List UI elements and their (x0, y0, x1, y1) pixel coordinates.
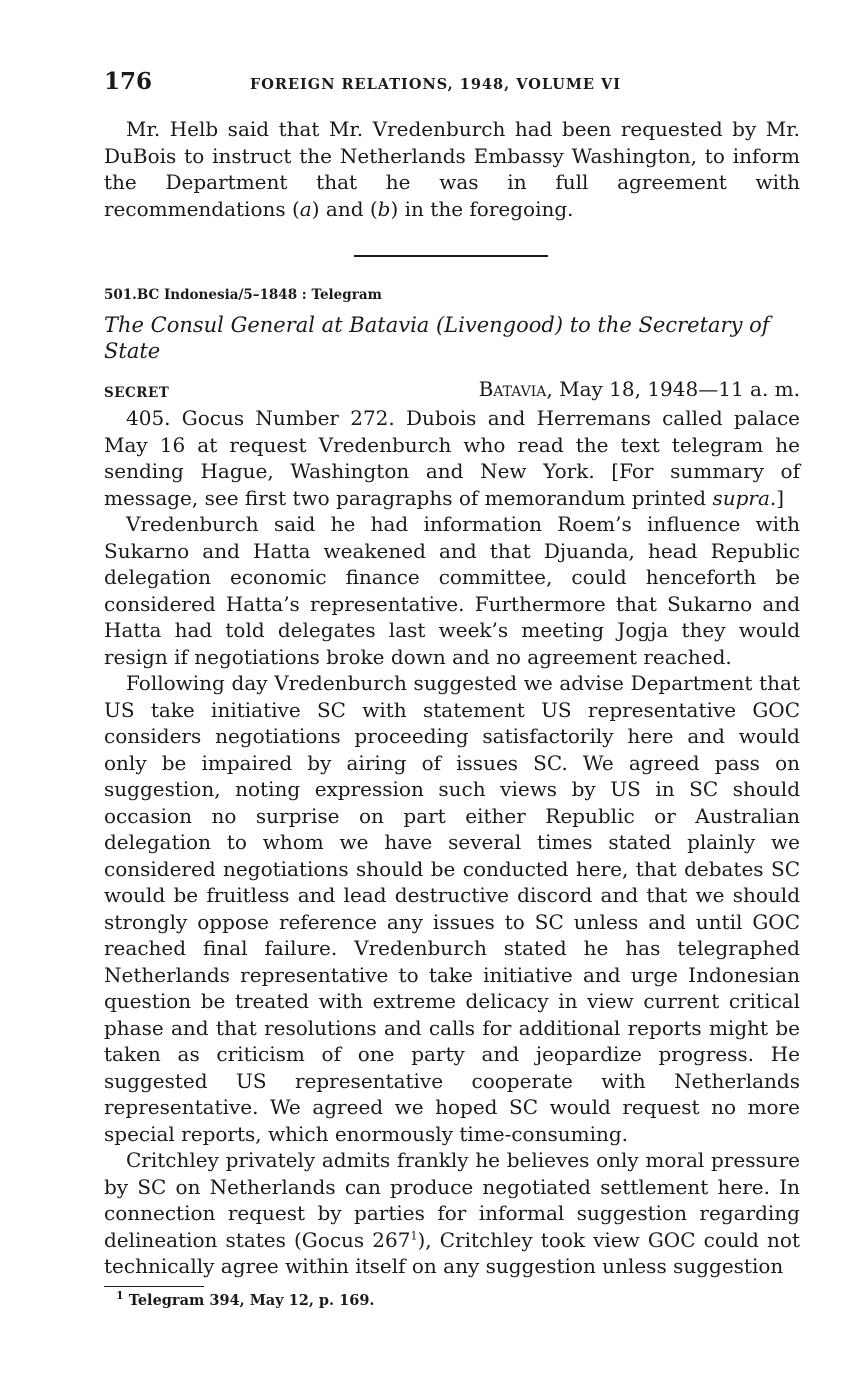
body-paragraph-4 (104, 1147, 800, 1280)
file-reference: 501.BC Indonesia/5–1848 : Telegram (104, 287, 382, 303)
item-b: b (377, 196, 391, 221)
p4-text-2: ), Critchley took view GOC could not technically agree within itself on any suggestion unless suggestion (104, 1227, 801, 1278)
place: Batavia (478, 377, 547, 401)
p1-supra: supra. (712, 485, 777, 510)
document-title: The Consul General at Batavia (Livengood) to the Secretary of State (104, 313, 770, 363)
page-number: 176 (104, 68, 153, 95)
footnote-mark: 1 (116, 1289, 124, 1303)
intro-text-2: ) and ( (311, 196, 378, 221)
place-date (479, 377, 800, 401)
p1-text: 405. Gocus Number 272. Dubois and Herremans called palace May 16 at request Vredenburch who read the text telegram he sending Hague, Washington and New York. [For summary of message, see first two paragraphs of memorandum printed (104, 406, 800, 510)
dateline (104, 377, 800, 405)
body-paragraph-1 (104, 405, 800, 511)
body-paragraph-2: Vredenburch said he had information Roem’s influence with Sukarno and Hatta weakened and that Djuanda, head Republic delegation economic finance committee, could henceforth be considered Hatta’s representative. Furthermore that Sukarno and Hatta had told delegates last week’s meeting Jogja they would resign if negotiations broke down and no agreement reached. (104, 512, 800, 669)
footnote-text: Telegram 394, May 12, p. 169. (123, 1292, 375, 1309)
item-a: a (299, 196, 312, 221)
running-head: FOREIGN RELATIONS, 1948, VOLUME VI (250, 76, 622, 93)
body-paragraph-3: Following day Vredenburch suggested we advise Department that US take initiative SC with statement US representative GOC considers negotiations proceeding satisfactorily here and would only be impaired by airing of issues SC. We agreed pass on suggestion, noting expression such views by US in SC should occasion no surprise on part either Republic or Australian delegation to whom we have several times stated plainly we considered negotiations should be conducted here, that debates SC would be fruitless and lead destructive discord and that we should strongly oppose reference any issues to SC unless and until GOC reached final failure. Vredenburch stated he has telegraphed Netherlands representative to take initiative and urge Indonesian question be treated with extreme delicacy in view current critical phase and that resolutions and calls for additional reports might be taken as criticism of one party and jeopardize progress. He suggested US representative cooperate with Netherlands representative. We agreed we hoped SC would request no more special reports, which enormously time-consuming. (104, 671, 800, 1146)
page-header (104, 66, 800, 106)
footnote (116, 1289, 800, 1309)
p4-text-1: Critchley privately admits frankly he believes only moral pressure by SC on Netherlands can produce negotiated settlement here. In connection request by parties for informal suggestion regarding delineation states (Gocus 267 (104, 1148, 800, 1252)
footnote-rule (104, 1286, 204, 1288)
intro-paragraph (104, 116, 800, 222)
date-time: , May 18, 1948—11 a. m. (546, 377, 800, 401)
page (104, 66, 800, 1309)
classification-mark: SECRET (104, 385, 170, 401)
section-divider (354, 255, 548, 257)
intro-text-1: Mr. Helb said that Mr. Vredenburch had been requested by Mr. DuBois to instruct the Netherlands Embassy Washington, to inform the Department that he was in full agreement with recommendations ( (104, 117, 800, 221)
footnote-reference[interactable]: 1 (410, 1228, 418, 1242)
p1-end: ] (776, 485, 785, 510)
intro-text-3: ) in the foregoing. (390, 196, 574, 221)
